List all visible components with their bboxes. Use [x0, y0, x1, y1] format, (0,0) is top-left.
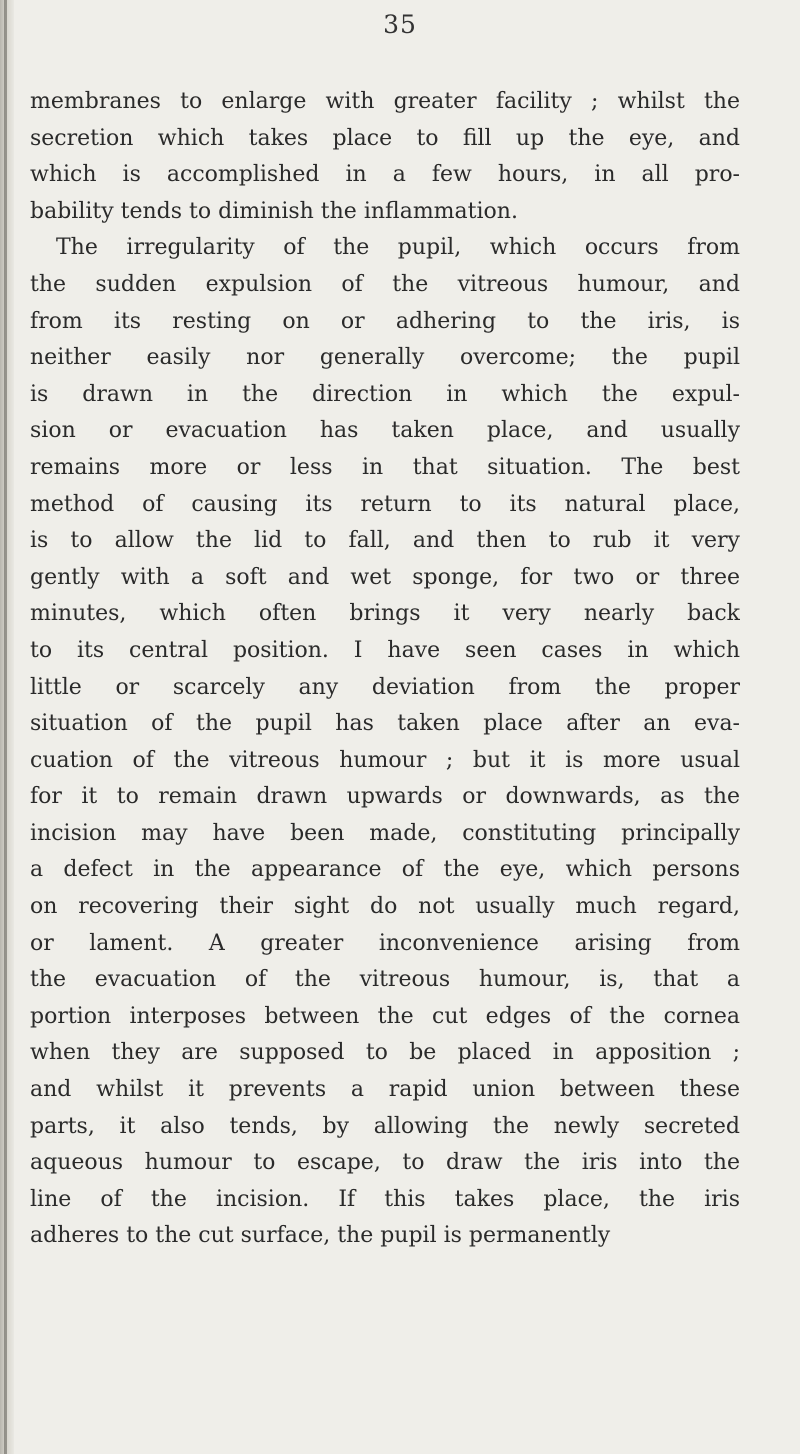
text-line: for it to remain drawn upwards or downwards, as the: [30, 784, 740, 810]
text-line: from its resting on or adhering to the iris, is: [30, 308, 740, 334]
text-line: is drawn in the direction in which the expul-: [30, 381, 740, 407]
text-line: to its central position. I have seen cases in which: [30, 637, 740, 663]
text-line: situation of the pupil has taken place after an eva-: [30, 711, 740, 737]
text-line: the evacuation of the vitreous humour, is, that a: [30, 967, 740, 993]
text-line: cuation of the vitreous humour ; but it is more usual: [30, 747, 740, 773]
text-line: bability tends to diminish the inflammation.: [30, 198, 518, 224]
text-line: membranes to enlarge with greater facility ; whilst the: [30, 89, 740, 114]
text-line: or lament. A greater inconvenience arising from: [30, 930, 740, 956]
text-line: method of causing its return to its natural place,: [30, 491, 740, 517]
text-line: The irregularity of the pupil, which occurs from: [56, 235, 740, 261]
page-gutter: [0, 0, 14, 1454]
text-line: portion interposes between the cut edges of the cornea: [30, 1003, 740, 1029]
text-line: remains more or less in that situation. The best: [30, 454, 740, 480]
text-line: on recovering their sight do not usually much regard,: [30, 894, 740, 920]
text-line: adheres to the cut surface, the pupil is permanently: [30, 1223, 611, 1249]
text-line: little or scarcely any deviation from the proper: [30, 674, 740, 700]
text-line: minutes, which often brings it very nearly back: [30, 601, 740, 627]
text-line: is to allow the lid to fall, and then to rub it very: [30, 528, 740, 554]
binding-edge: [4, 0, 7, 1454]
text-line: incision may have been made, constituting principally: [30, 820, 740, 846]
text-line: and whilst it prevents a rapid union between these: [30, 1077, 740, 1103]
text-line: neither easily nor generally overcome; the pupil: [30, 345, 740, 371]
text-line: aqueous humour to escape, to draw the iris into the: [30, 1150, 740, 1176]
text-line: a defect in the appearance of the eye, which persons: [30, 857, 740, 883]
text-line: the sudden expulsion of the vitreous humour, and: [30, 271, 740, 297]
page-number: 35: [383, 10, 417, 39]
text-line: secretion which takes place to fill up the eye, and: [30, 125, 740, 151]
body-text: [30, 84, 740, 1255]
text-line: parts, it also tends, by allowing the newly secreted: [30, 1113, 740, 1139]
text-line: which is accomplished in a few hours, in all pro-: [30, 162, 740, 188]
text-line: line of the incision. If this takes place, the iris: [30, 1186, 740, 1212]
text-line: when they are supposed to be placed in apposition ;: [30, 1040, 740, 1066]
text-line: gently with a soft and wet sponge, for two or three: [30, 564, 740, 590]
text-line: sion or evacuation has taken place, and usually: [30, 418, 740, 444]
